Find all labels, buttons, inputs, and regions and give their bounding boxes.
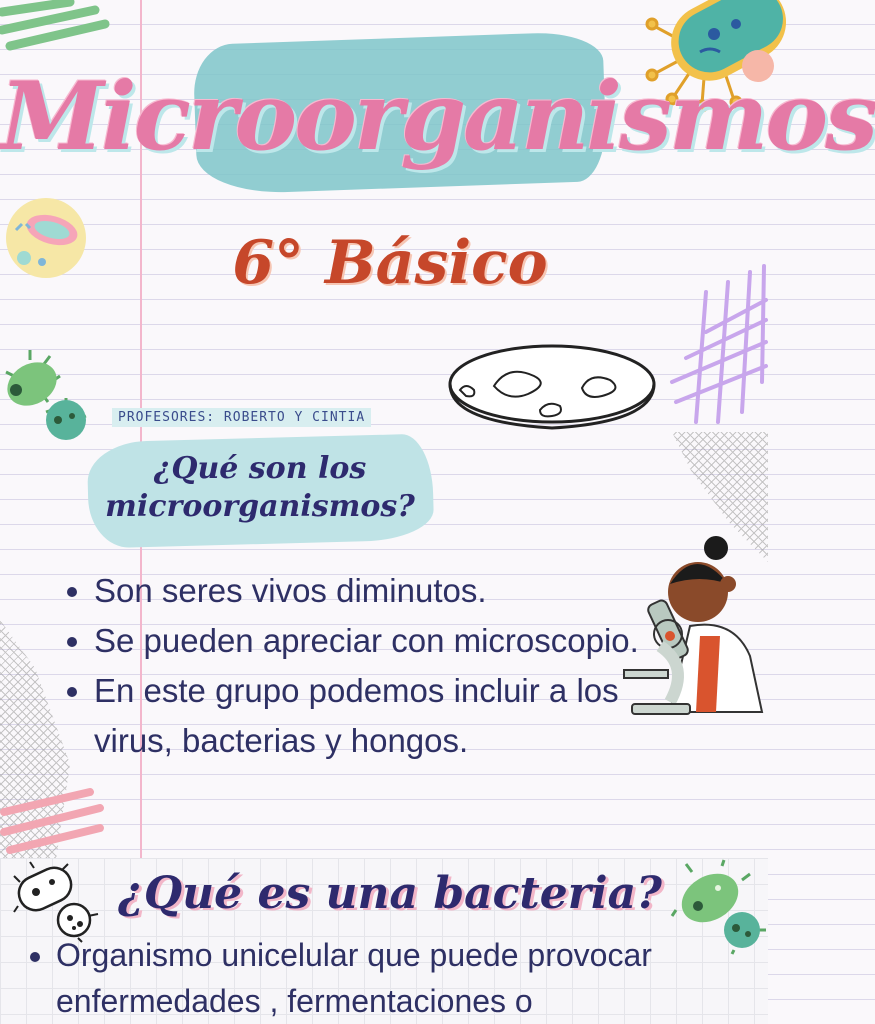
virus-icon	[0, 346, 96, 432]
bacteria-outline-icon	[14, 862, 100, 942]
teachers-label: PROFESORES: ROBERTO Y CINTIA	[112, 408, 371, 427]
crosshatch-doodle	[666, 262, 768, 430]
list-item: • Se pueden apreciar con microscopio.	[94, 616, 654, 666]
section1-bullet-list	[60, 566, 654, 766]
green-scribble-decoration	[0, 0, 110, 60]
page-title: Microorganismos	[0, 62, 875, 172]
list-item: • En este grupo podemos incluir a los virus, bacterias y hongos.	[94, 666, 654, 766]
section1-heading: ¿Qué son los microorganismos?	[105, 451, 415, 524]
section2-heading: ¿Qué es una bacteria?	[118, 868, 662, 919]
cell-icon	[2, 196, 90, 284]
section2-bullet-list	[20, 932, 796, 1024]
petri-dish-icon	[446, 340, 658, 432]
list-item: • Organismo unicelular que puede provocar enfermedades , fermentaciones o	[56, 932, 796, 1024]
pink-scribble-decoration	[0, 788, 104, 858]
scientist-microscope-icon	[620, 536, 768, 716]
list-item: • Son seres vivos diminutos.	[94, 566, 654, 616]
page-subtitle: 6° Básico	[232, 228, 548, 298]
